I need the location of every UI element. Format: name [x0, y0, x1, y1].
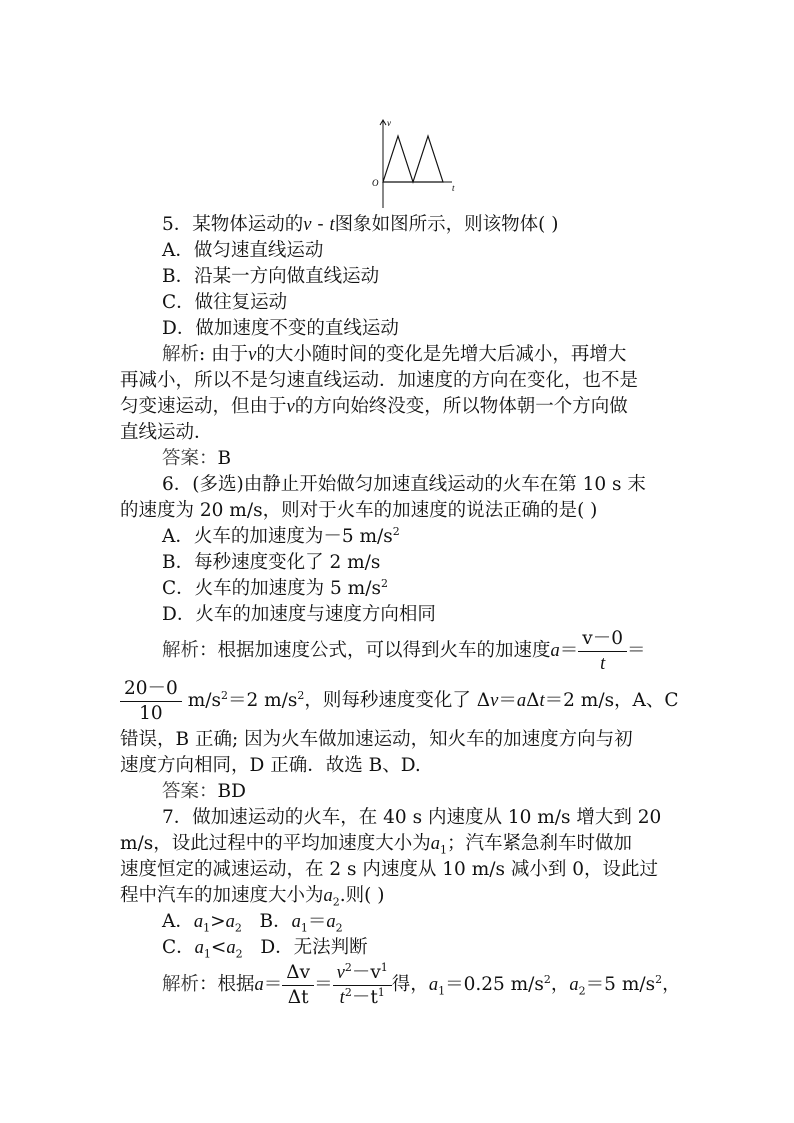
q6-option-b: B．每秒速度变化了 2 m/s [162, 552, 381, 573]
q7-f2-db: －t [351, 986, 378, 1008]
q6-analysis-l2c: ，则每秒速度变化了 Δ [304, 690, 491, 711]
q5-analysis-l1b: 的大小随时间的变化是先增大后减小，再增大 [256, 344, 627, 365]
q7-a1-sub: 1 [440, 843, 448, 857]
q5-option-a: A．做匀速直线运动 [162, 240, 324, 261]
q7-frac1-num: Δv [282, 961, 314, 986]
y-axis-label: v [387, 118, 391, 128]
q6-answer-label: 答案： [162, 781, 218, 802]
q7-res-a2: a [569, 975, 579, 995]
q7-a2: a [323, 886, 333, 906]
q5-answer [162, 446, 231, 472]
q7-res-sep: ， [550, 974, 570, 995]
q6-analysis-line-2 [120, 676, 679, 726]
q5-option-b: B．沿某一方向做直线运动 [162, 266, 380, 287]
q7-options-cd [162, 935, 368, 961]
q6-analysis-l2t: t [539, 691, 545, 711]
q7-opt-a-a1: a [193, 912, 204, 932]
q7-f2-ds1: 1 [377, 985, 385, 999]
q7-opt-c-a1: a [194, 938, 204, 958]
q7-a1: a [430, 834, 441, 854]
q7-opt-a-a2: a [225, 912, 235, 932]
q7-fraction-1 [282, 961, 314, 1010]
q7-frac1-den: Δt [287, 986, 309, 1008]
q7-res-s2: 2 [578, 984, 586, 998]
q7-opt-b-rel: ＝ [307, 911, 327, 932]
q6-frac1-den: t [600, 653, 606, 674]
q6-option-d: D．火车的加速度与速度方向相同 [162, 604, 436, 625]
q5-analysis-l3a: 匀变速运动，但由于 [120, 396, 287, 417]
q6-analysis-l2d: ＝ [498, 690, 517, 711]
q6-analysis-line-1 [162, 626, 646, 676]
q7-analysis-avar: a [254, 975, 264, 995]
q5-analysis-line-4: 直线运动． [120, 422, 213, 443]
q5-analysis-line-3 [120, 394, 628, 420]
q6-fraction-1 [578, 627, 627, 676]
q7-stem-line-1: 7．做加速运动的火车，在 40 s 内速度从 10 m/s 增大到 20 [162, 807, 662, 828]
q6-analysis-line-3: 错误，B 正确; 因为火车做加速运动，知火车的加速度方向与初 [120, 729, 633, 750]
q7-l2a: m/s，设此过程中的平均加速度大小为 [120, 833, 431, 854]
q5-stem-text-a: 5．某物体运动的 [162, 214, 304, 235]
q5-analysis-v3: v [286, 397, 295, 417]
q6-option-a [162, 524, 400, 550]
q6-l2-sup2: 2 [297, 688, 305, 702]
q5-option-d: D．做加速度不变的直线运动 [162, 318, 399, 339]
q5-analysis-label: 解析 [162, 344, 200, 365]
q5-analysis-l3b: 的方向始终没变，所以物体朝一个方向做 [294, 396, 628, 417]
q7-opt-b-s1: 1 [300, 921, 308, 935]
q7-analysis-b: 得， [391, 974, 429, 995]
q6-stem-line-1: 6．(多选)由静止开始做匀加速直线运动的火车在第 10 s 末 [162, 474, 646, 495]
q5-stem [162, 212, 558, 238]
q7-stem-line-4 [120, 883, 384, 909]
q7-analysis-label: 解析 [162, 974, 200, 995]
q7-opt-c-a2: a [226, 938, 236, 958]
q7-res2: ＝5 m/s [585, 974, 656, 995]
q7-analysis-a: ：根据 [199, 974, 255, 995]
q6-analysis-l1: ：根据加速度公式，可以得到火车的加速度 [199, 640, 551, 661]
q6-option-c-text: C．火车的加速度为 5 m/s [162, 578, 381, 599]
q5-analysis-v1: v [248, 345, 257, 365]
q5-stem-v: v [303, 215, 312, 235]
q7-opt-b-a1: a [291, 912, 301, 932]
q6-frac2-den: 10 [139, 702, 163, 724]
q6-stem-line-2: 的速度为 20 m/s，则对于火车的加速度的说法正确的是( ) [120, 500, 598, 521]
q6-frac1-num: v－0 [578, 627, 627, 652]
q5-option-c: C．做往复运动 [162, 292, 288, 313]
q6-a-var: a [550, 641, 560, 661]
q7-l4a: 程中汽车的加速度大小为 [120, 885, 324, 906]
q6-answer-value: BD [217, 781, 246, 802]
q7-f2-na: v [336, 962, 345, 983]
q7-a2-sub: 2 [332, 895, 340, 909]
x-axis-label: t [452, 183, 455, 193]
q7-frac2-den [333, 986, 392, 1010]
q7-opt-c-s2: 2 [235, 947, 243, 961]
q7-f2-da: t [339, 987, 345, 1008]
q5-analysis-line-2: 再减小，所以不是匀速直线运动．加速度的方向在变化，也不是 [120, 370, 639, 391]
q7-l2b: ；汽车紧急刹车时做加 [447, 833, 633, 854]
q7-res-a1: a [428, 975, 439, 995]
q7-res-end: ， [662, 974, 681, 995]
q7-res1: ＝0.25 m/s [445, 974, 544, 995]
q6-option-a-sup: 2 [392, 524, 400, 538]
q7-stem-line-3: 速度恒定的减速运动，在 2 s 内速度从 10 m/s 减小到 0，设此过 [120, 859, 659, 880]
q6-answer [162, 779, 246, 805]
q6-eq-2: ＝ [627, 640, 646, 661]
q5-stem-dash: - [311, 214, 330, 235]
origin-label: O [372, 178, 379, 188]
q7-l4b: .则( ) [339, 885, 385, 906]
q6-fraction-2 [120, 677, 182, 726]
q5-stem-text-b: 图象如图所示，则该物体( ) [334, 214, 559, 235]
q5-analysis-l1a: : 由于 [199, 344, 249, 365]
q7-opt-b-label: B． [241, 911, 292, 932]
q6-l2-sup1: 2 [220, 688, 228, 702]
vt-curve [383, 136, 443, 182]
q7-res1-sup: 2 [543, 972, 551, 986]
q7-eq-2: ＝ [314, 974, 333, 995]
q6-option-a-text: A．火车的加速度为－5 m/s [162, 526, 393, 547]
q7-res2-sup: 2 [655, 972, 663, 986]
q6-frac2-num: 20－0 [120, 677, 182, 702]
q7-opt-c-label: C． [162, 937, 195, 958]
q7-f2-ns2: 2 [344, 960, 352, 974]
q6-analysis-l2f: ＝2 m/s，A、C [544, 690, 679, 711]
q7-opt-b-a2: a [326, 912, 336, 932]
graph-svg [368, 116, 468, 212]
q7-res-s1: 1 [438, 984, 446, 998]
velocity-time-graph [368, 116, 468, 216]
q6-analysis-l2a: m/s [181, 690, 221, 711]
q7-f2-ns1: 1 [380, 960, 388, 974]
q7-options-ab [162, 909, 343, 935]
q6-analysis-l2a2: a [516, 691, 527, 711]
q7-analysis-line-1 [162, 960, 681, 1010]
q7-opt-b-s2: 2 [335, 921, 343, 935]
q7-frac2-num [333, 961, 392, 986]
q7-opt-a-s2: 2 [234, 921, 242, 935]
q6-analysis-l2e: Δ [526, 690, 540, 711]
q5-answer-label: 答案： [162, 448, 218, 469]
q7-opt-d: D．无法判断 [242, 937, 368, 958]
q7-f2-ds2: 2 [344, 985, 352, 999]
q7-opt-c-rel: < [210, 937, 227, 958]
q6-option-c [162, 576, 388, 602]
q6-analysis-label: 解析 [162, 640, 200, 661]
q7-fraction-2 [333, 961, 392, 1010]
q5-answer-value: B [217, 448, 232, 469]
q7-opt-a-s1: 1 [203, 921, 211, 935]
q7-f2-nb: －v [351, 961, 381, 983]
q7-opt-a-rel: > [210, 911, 226, 932]
q6-eq-1: ＝ [559, 640, 579, 661]
q6-analysis-l2v: v [490, 691, 499, 711]
q5-stem-t: t [329, 215, 335, 235]
q6-option-c-sup: 2 [380, 576, 388, 590]
q6-analysis-line-4: 速度方向相同，D 正确．故选 B、D. [120, 755, 421, 776]
q7-opt-c-s1: 1 [203, 947, 211, 961]
q7-opt-a-label: A． [162, 911, 194, 932]
q5-analysis-line-1 [162, 342, 626, 368]
q7-stem-line-2 [120, 831, 632, 857]
q7-eq-1: ＝ [263, 974, 283, 995]
q6-analysis-l2b: ＝2 m/s [227, 690, 298, 711]
